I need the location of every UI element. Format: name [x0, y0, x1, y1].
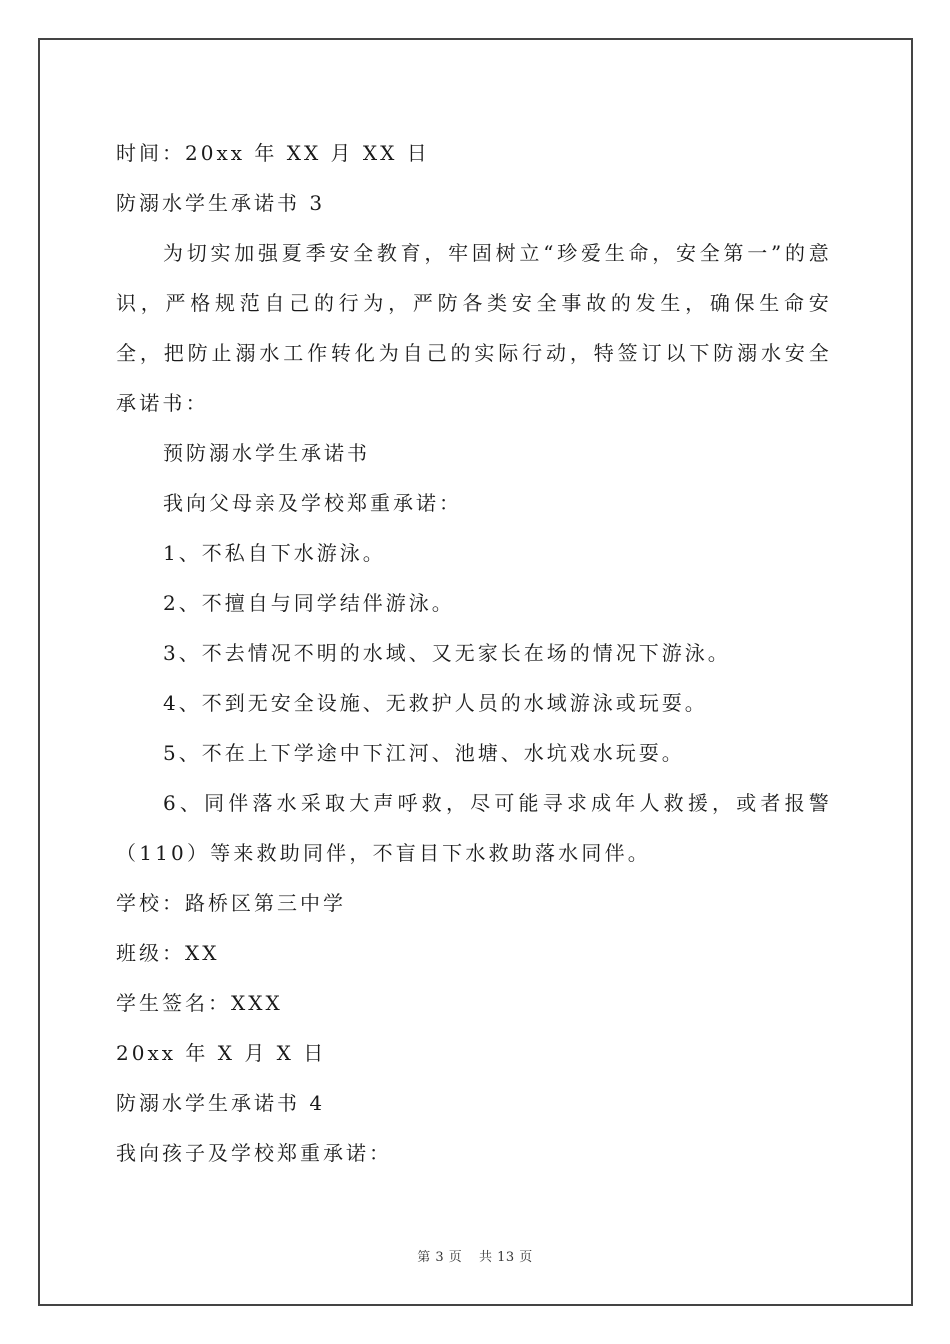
- pledge-item-3: 3、不去情况不明的水域、又无家长在场的情况下游泳。: [163, 641, 731, 665]
- school-line: 学校：路桥区第三中学: [116, 891, 346, 915]
- page-total: 共 13 页: [478, 1250, 533, 1265]
- sub-title: 预防溺水学生承诺书: [163, 441, 370, 465]
- section-3-title: 防溺水学生承诺书 3: [116, 191, 326, 215]
- intro-paragraph: 为切实加强夏季安全教育，牢固树立“珍爱生命，安全第一”的意识，严格规范自己的行为，严防各类安全事故的发生，确保生命安全，把防止溺水工作转化为自己的实际行动，特签订以下防溺水安全承诺书：: [116, 241, 832, 415]
- pledge-item-1: 1、不私自下水游泳。: [163, 541, 386, 565]
- pledge-item-5: 5、不在上下学途中下江河、池塘、水坑戏水玩耍。: [163, 741, 685, 765]
- time-line: 时间：20xx 年 XX 月 XX 日: [116, 141, 430, 165]
- section-4-intro: 我向孩子及学校郑重承诺：: [116, 1141, 392, 1165]
- pledge-item-6: 6、同伴落水采取大声呼救，尽可能寻求成年人救援，或者报警（110）等来救助同伴，不盲目下水救助落水同伴。: [116, 791, 832, 865]
- document-body: [116, 128, 832, 1178]
- pledge-intro: 我向父母亲及学校郑重承诺：: [163, 491, 462, 515]
- signature-line: 学生签名：XXX: [116, 991, 283, 1015]
- page-number: 第 3 页: [417, 1250, 463, 1265]
- pledge-item-2: 2、不擅自与同学结伴游泳。: [163, 591, 455, 615]
- date-line: 20xx 年 X 月 X 日: [116, 1041, 327, 1065]
- section-4-title: 防溺水学生承诺书 4: [116, 1091, 326, 1115]
- pledge-item-4: 4、不到无安全设施、无救护人员的水域游泳或玩耍。: [163, 691, 708, 715]
- class-line: 班级：XX: [116, 941, 220, 965]
- page-footer: [0, 1246, 950, 1265]
